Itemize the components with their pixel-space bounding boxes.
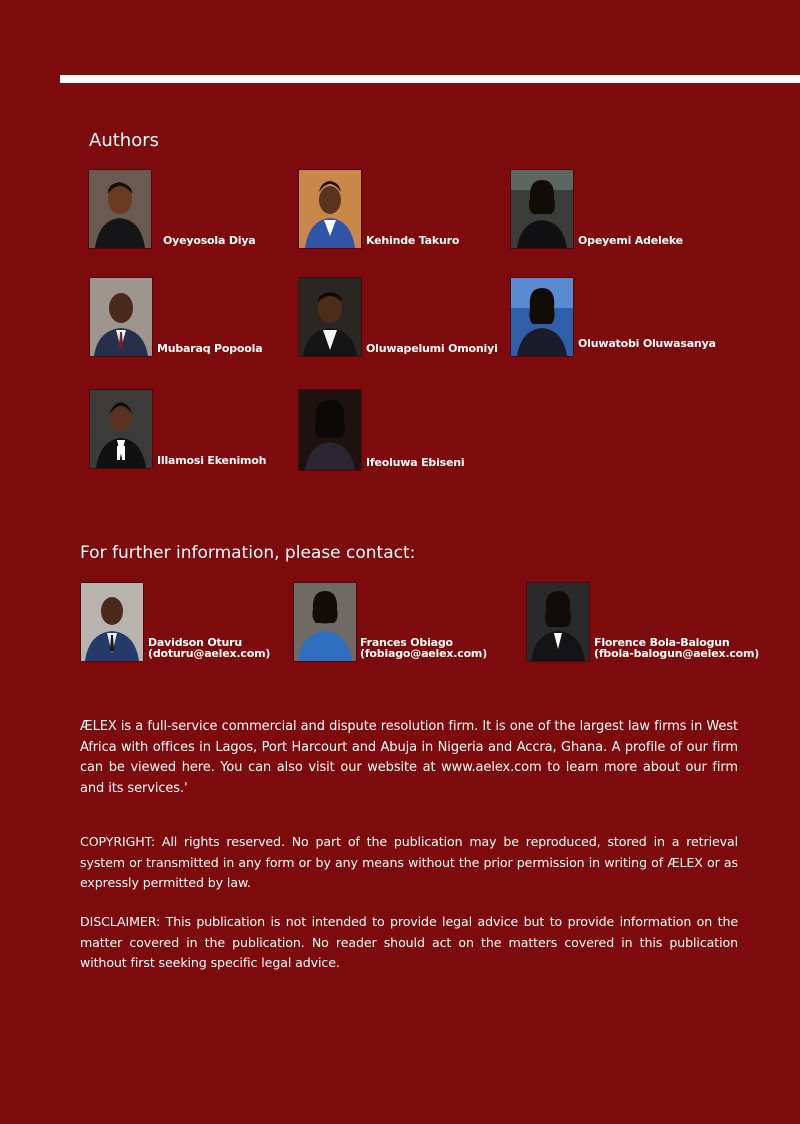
contact-email[interactable]: (doturu@aelex.com)	[148, 647, 271, 660]
disclaimer-paragraph: DISCLAIMER: This publication is not intended to provide legal advice but to provide information on the matter covered in the publication. No reader should act on the matters covered in this publication without first seeking specific legal advice.	[80, 914, 738, 970]
author-photo-opeyemi-adeleke	[510, 169, 574, 249]
author-name: Kehinde Takuro	[366, 234, 460, 247]
author-photo-oyeyosola-diya	[88, 169, 152, 249]
contact-photo-florence-bola-balogun	[526, 582, 590, 662]
author-name: Opeyemi Adeleke	[578, 234, 683, 247]
contact-frances-obiago	[360, 637, 487, 659]
author-name: Mubaraq Popoola	[157, 342, 263, 355]
author-photo-oluwatobi-oluwasanya	[510, 277, 574, 357]
contact-davidson-oturu	[148, 637, 270, 659]
author-photo-mubaraq-popoola	[89, 277, 153, 357]
author-photo-oluwapelumi-omoniyi	[298, 277, 362, 357]
contact-heading: For further information, please contact:	[80, 543, 416, 563]
contact-email[interactable]: (fobiago@aelex.com)	[360, 647, 488, 660]
author-name: Illamosi Ekenimoh	[157, 454, 267, 467]
author-photo-kehinde-takuro	[298, 169, 362, 249]
contact-name: Davidson Oturu	[148, 636, 243, 649]
author-name: Oluwatobi Oluwasanya	[578, 337, 716, 350]
about-paragraph: ÆLEX is a full-service commercial and dispute resolution firm. It is one of the largest law firms in West Africa with offices in Lagos, Port Harcourt and Abuja in Nigeria and Accra, Ghana. A profile of our firm can be viewed here. You can also visit our website at www.aelex.com to learn more about our firm and its services.'	[80, 719, 738, 796]
copyright-paragraph: COPYRIGHT: All rights reserved. No part of the publication may be reproduced, stored in a retrieval system or transmitted in any form or by any means without the prior permission in writing of ÆLEX or as expressly permitted by law.	[80, 834, 738, 890]
author-name: Oluwapelumi Omoniyi	[366, 342, 498, 355]
contact-photo-davidson-oturu	[80, 582, 144, 662]
authors-heading: Authors	[89, 130, 159, 151]
contact-email[interactable]: (fbola-balogun@aelex.com)	[594, 647, 760, 660]
top-divider-bar	[60, 75, 800, 83]
contact-photo-frances-obiago	[293, 582, 357, 662]
author-photo-ifeoluwa-ebiseni	[298, 389, 362, 471]
contact-name: Frances Obiago	[360, 636, 453, 649]
contact-name: Florence Bola-Balogun	[594, 636, 730, 649]
contact-florence-bola-balogun	[594, 637, 759, 659]
author-name: Oyeyosola Diya	[163, 234, 256, 247]
author-name: Ifeoluwa Ebiseni	[366, 456, 465, 469]
author-photo-illamosi-ekenimoh	[89, 389, 153, 469]
